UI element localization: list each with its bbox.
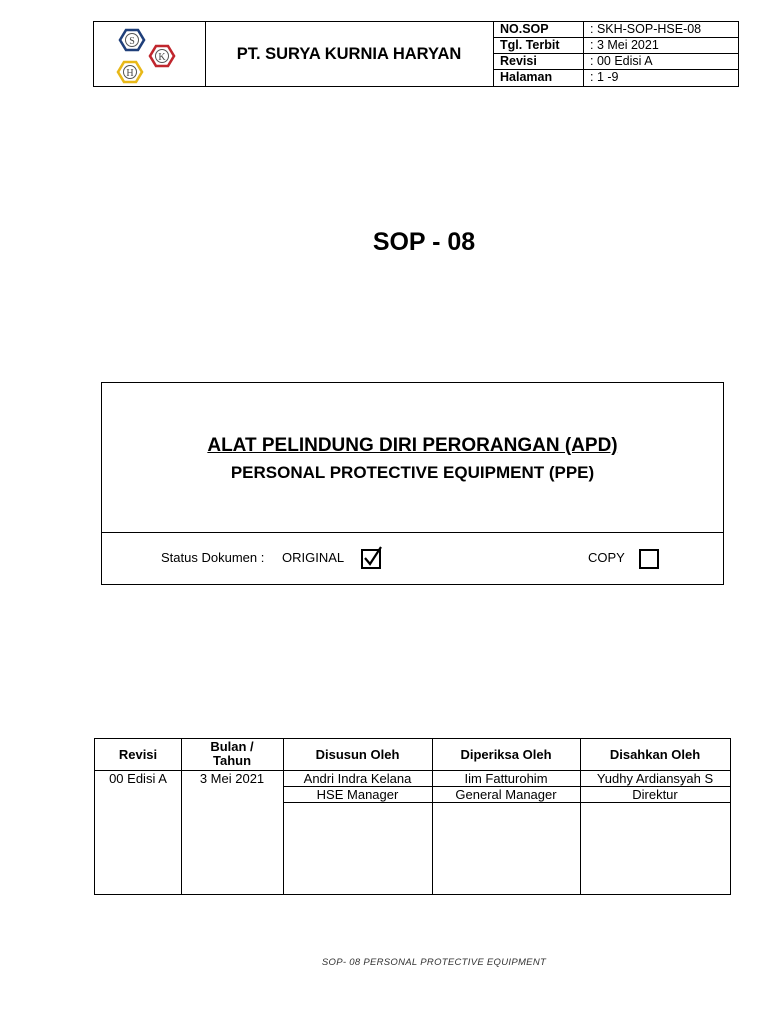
sop-number-title: SOP - 08 (372, 228, 476, 256)
title-english: PERSONAL PROTECTIVE EQUIPMENT (PPE) (230, 463, 595, 482)
company-name: PT. SURYA KURNIA HARYAN (205, 22, 494, 86)
title-indonesian: ALAT PELINDUNG DIRI PERORANGAN (APD) (207, 435, 618, 456)
cell-disusun-jabatan: HSE Manager (316, 787, 399, 802)
cell-disahkan-nama: Yudhy Ardiansyah S (596, 771, 714, 786)
header-disahkan-oleh: Disahkan Oleh (609, 747, 701, 762)
original-label: ORIGINAL (282, 550, 345, 565)
cell-bulan-tahun: 3 Mei 2021 (199, 771, 265, 786)
logo-letter-h: H (126, 68, 134, 79)
meta-value: : SKH-SOP-HSE-08 (590, 22, 702, 36)
meta-label: Revisi (500, 54, 537, 68)
meta-label: Tgl. Terbit (500, 38, 560, 52)
logo-letter-s: S (129, 36, 135, 47)
meta-row-revisi (493, 54, 738, 70)
meta-row-no-sop (493, 22, 738, 38)
checkmark-icon (362, 546, 384, 568)
document-header (93, 21, 739, 87)
cell-diperiksa-nama: Iim Fatturohim (464, 771, 548, 786)
copy-label: COPY (588, 550, 625, 565)
header-revisi: Revisi (118, 747, 158, 762)
document-meta (493, 22, 738, 86)
document-title-box (101, 382, 724, 585)
logo-letter-k: K (158, 52, 166, 63)
original-checkbox[interactable] (361, 549, 381, 569)
hexagon-logo-icon (94, 22, 205, 86)
cell-disahkan-jabatan: Direktur (632, 787, 678, 802)
meta-value: : 00 Edisi A (590, 54, 653, 68)
revision-table (94, 738, 731, 895)
status-label: Status Dokumen : (161, 550, 265, 565)
meta-label: NO.SOP (500, 22, 549, 36)
meta-value: : 3 Mei 2021 (590, 38, 659, 52)
meta-label: Halaman (500, 70, 553, 84)
page-footer: SOP- 08 PERSONAL PROTECTIVE EQUIPMENT (321, 957, 547, 968)
meta-value: : 1 -9 (590, 70, 619, 84)
header-bulan-tahun: Bulan / Tahun (210, 739, 254, 768)
cell-diperiksa-jabatan: General Manager (455, 787, 557, 802)
cell-disusun-nama: Andri Indra Kelana (303, 771, 412, 786)
header-diperiksa-oleh: Diperiksa Oleh (460, 747, 552, 762)
company-logo (94, 22, 206, 86)
header-disusun-oleh: Disusun Oleh (315, 747, 400, 762)
meta-row-halaman (493, 70, 738, 86)
copy-checkbox[interactable] (639, 549, 659, 569)
cell-revisi: 00 Edisi A (109, 771, 167, 786)
meta-row-tgl-terbit (493, 38, 738, 54)
